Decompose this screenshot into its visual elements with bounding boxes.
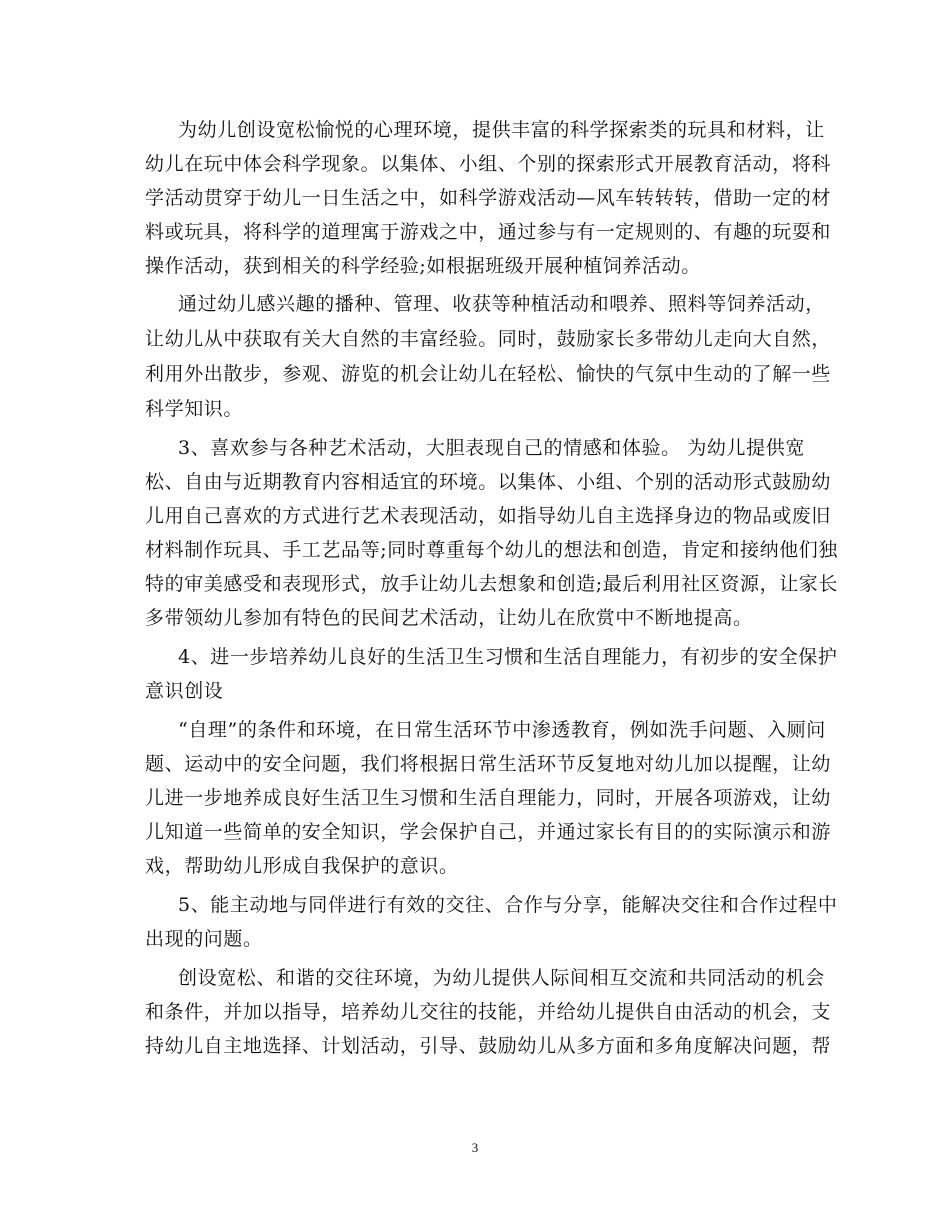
paragraph-line: 4、进一步培养幼儿良好的生活卫生习惯和生活自理能力，有初步的安全保护 <box>178 646 838 668</box>
paragraph-line: 儿知道一些简单的安全知识，学会保护自己，并通过家长有目的的实际演示和游 <box>145 821 832 843</box>
paragraph-line: 题、运动中的安全问题，我们将根据日常生活环节反复地对幼儿加以提醒，让幼 <box>145 753 832 775</box>
paragraph-line: “自理”的条件和环境，在日常生活环节中渗透教育，例如洗手问题、入厕问 <box>178 719 826 741</box>
paragraph-line: 让幼儿从中获取有关大自然的丰富经验。同时，鼓励家长多带幼儿走向大自然， <box>145 328 832 350</box>
paragraph-line: 材料制作玩具、手工艺品等;同时尊重每个幼儿的想法和创造，肯定和接纳他们独 <box>145 539 839 561</box>
paragraph-line: 幼儿在玩中体会科学现象。以集体、小组、个别的探索形式开展教育活动，将科 <box>145 153 832 175</box>
paragraph-line: 料或玩具，将科学的道理寓于游戏之中，通过参与有一定规则的、有趣的玩耍和 <box>145 221 832 243</box>
paragraph-line: 学活动贯穿于幼儿一日生活之中，如科学游戏活动—风车转转转，借助一定的材 <box>145 187 832 209</box>
paragraph-line: 通过幼儿感兴趣的播种、管理、收获等种植活动和喂养、照料等饲养活动， <box>178 293 825 315</box>
paragraph-line: 利用外出散步，参观、游览的机会让幼儿在轻松、愉快的气氛中生动的了解一些 <box>145 363 832 385</box>
paragraph-line: 3、喜欢参与各种艺术活动，大胆表现自己的情感和体验。 为幼儿提供宽 <box>178 437 805 459</box>
paragraph-line: 操作活动，获到相关的科学经验;如根据班级开展种植饲养活动。 <box>145 255 701 277</box>
page-number: 3 <box>471 1140 479 1155</box>
paragraph-line: 出现的问题。 <box>145 928 263 950</box>
paragraph-line: 儿进一步地养成良好生活卫生习惯和生活自理能力，同时，开展各项游戏，让幼 <box>145 787 832 809</box>
paragraph-line: 科学知识。 <box>145 398 244 420</box>
paragraph-line: 多带领幼儿参加有特色的民间艺术活动，让幼儿在欣赏中不断地提高。 <box>145 607 753 629</box>
paragraph-line: 特的审美感受和表现形式，放手让幼儿去想象和创造;最后利用社区资源，让家长 <box>145 573 839 595</box>
paragraph-line: 持幼儿自主地选择、计划活动，引导、鼓励幼儿从多方面和多角度解决问题，帮 <box>145 1035 832 1057</box>
paragraph-line: 意识创设 <box>145 680 224 702</box>
paragraph-line: 松、自由与近期教育内容相适宜的环境。以集体、小组、个别的活动形式鼓励幼 <box>145 471 832 493</box>
paragraph-line: 戏，帮助幼儿形成自我保护的意识。 <box>145 855 459 877</box>
paragraph-line: 和条件，并加以指导，培养幼儿交往的技能，并给幼儿提供自由活动的机会，支 <box>145 1001 832 1023</box>
paragraph-line: 创设宽松、和谐的交往环境，为幼儿提供人际间相互交流和共同活动的机会 <box>178 967 825 989</box>
paragraph-line: 为幼儿创设宽松愉悦的心理环境，提供丰富的科学探索类的玩具和材料，让 <box>178 119 825 141</box>
paragraph-line: 儿用自己喜欢的方式进行艺术表现活动，如指导幼儿自主选择身边的物品或废旧 <box>145 505 832 527</box>
paragraph-line: 5、能主动地与同伴进行有效的交往、合作与分享，能解决交往和合作过程中 <box>178 894 838 916</box>
